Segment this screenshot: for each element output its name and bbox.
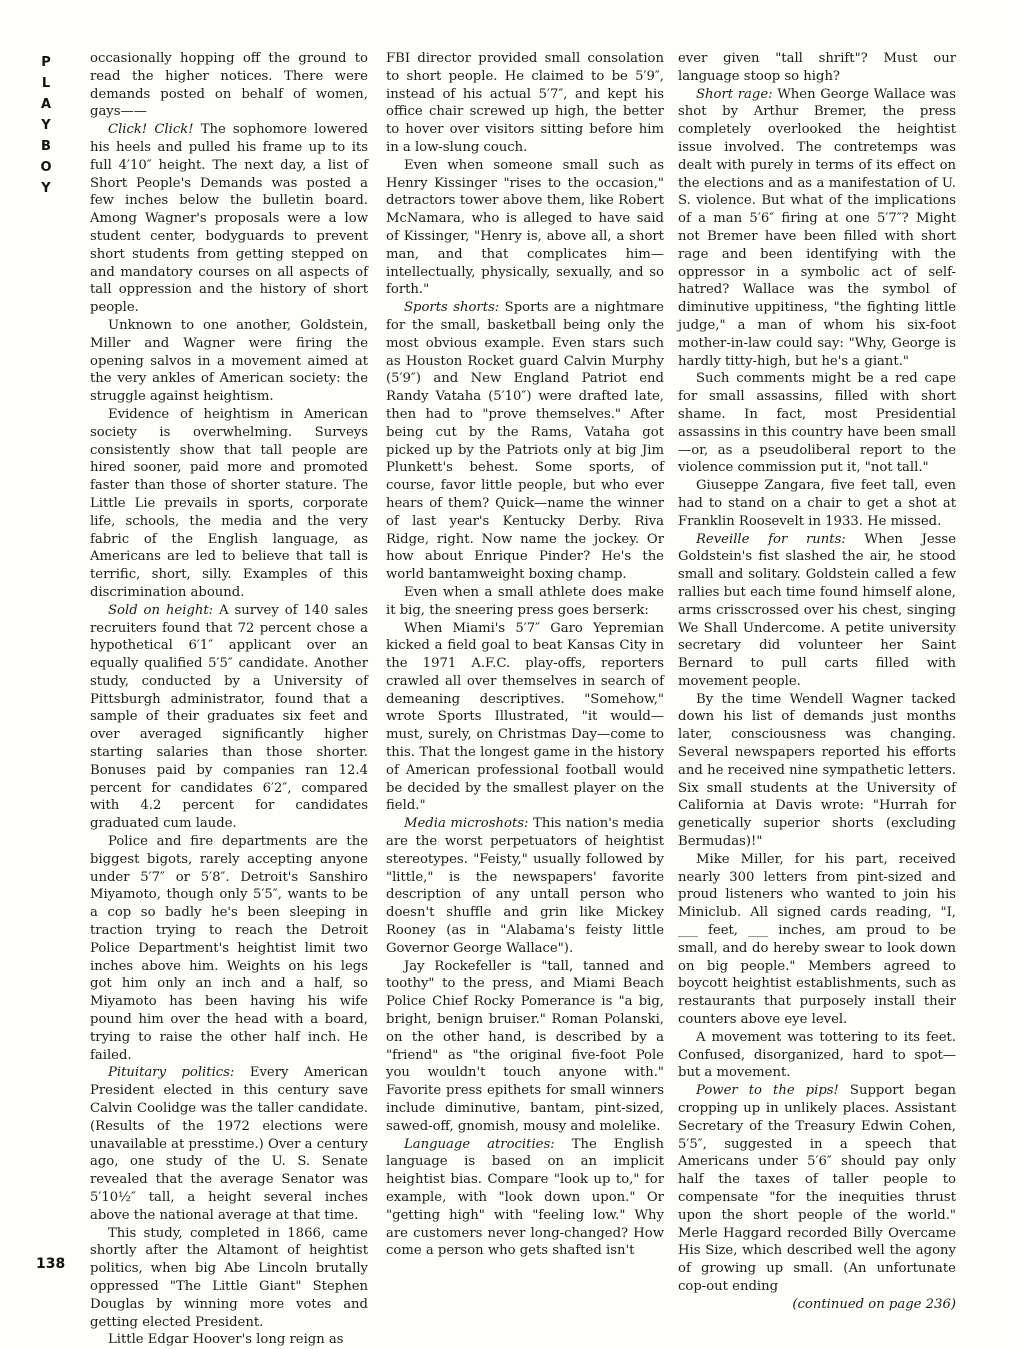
article-paragraph bbox=[90, 121, 368, 317]
article-paragraph bbox=[678, 851, 956, 1029]
paragraph-text: When Jesse Goldstein's fist slashed the air, he stood small and solitary. Goldstein called a few rallies but each time found himself alone, arms crisscrossed over his chest, singing We Shall Undercome. A petite university secretary did volunteer her Saint Bernard to pull carts filled with movement people. bbox=[678, 531, 956, 689]
article-column-3 bbox=[678, 50, 956, 1314]
paragraph-text: Unknown to one another, Goldstein, Miller and Wagner were firing the opening salvos in a movement aimed at the very ankles of American society: the struggle against heightism. bbox=[90, 317, 368, 405]
paragraph-text: Little Edgar Hoover's long reign as bbox=[108, 1332, 344, 1348]
masthead-letter: B bbox=[41, 139, 51, 154]
paragraph-text: Mike Miller, for his part, received nearly 300 letters from pint-sized and proud listeners who wanted to join his Miniclub. All signed cards reading, "I, ___ feet, ___ inches, am proud to be small, and do hereby swear to look down on big people." Members agreed to boycott heightist establishments, such as restaurants that purposely install their counters above eye level. bbox=[678, 851, 956, 1028]
article-paragraph bbox=[386, 50, 664, 157]
paragraph-text: Sports are a nightmare for the small, basketball being only the most obvious example. Even stars such as Houston Rocket guard Calvin Murphy (5′9″) and New England Patriot end Randy Vataha (5′10″) were drafted late, then had to "prove themselves." After being cut by the Rams, Vataha got picked up by the Patriots only at big Jim Plunkett's behest. Some sports, of course, favor little people, but who ever hears of them? Quick—name the winner of last year's Kentucky Derby. Riva Ridge, right. Now name the jockey. Or how about Enrique Pinder? He's the world bantamweight boxing champ. bbox=[386, 300, 664, 583]
article-paragraph bbox=[678, 370, 956, 477]
paragraph-text: Such comments might be a red cape for small assassins, filled with short shame. In fact, most Presidential assassins in this country have been small—or, as a pseudoliberal report to the violence commission put it, "not tall." bbox=[678, 371, 956, 476]
continued-notice: (continued on page 236) bbox=[792, 1296, 956, 1312]
article-paragraph bbox=[678, 531, 956, 691]
subhead: Click! Click! bbox=[108, 122, 194, 138]
paragraph-text: ever given "tall shrift"? Must our language stoop so high? bbox=[678, 51, 956, 84]
subhead: Reveille for runts: bbox=[696, 531, 846, 547]
subhead: Language atrocities: bbox=[404, 1136, 555, 1152]
masthead-letter: Y bbox=[41, 118, 51, 133]
paragraph-text: FBI director provided small consolation to short people. He claimed to be 5′9″, instead of his actual 5′7″, and kept his office chair screwed up high, the better to hover over visitors sitting before him in a low-slung couch. bbox=[386, 51, 664, 155]
subhead: Media microshots: bbox=[404, 816, 529, 832]
paragraph-text: This nation's media are the worst perpetuators of heightist stereotypes. "Feisty," usually followed by "little," is the newspapers' favorite description of any untall person who doesn't shuffle and grin like Mickey Rooney (as in "Alabama's feisty little Governor George Wallace"). bbox=[386, 816, 664, 956]
subhead: Power to the pips! bbox=[696, 1083, 839, 1099]
article-paragraph bbox=[386, 958, 664, 1136]
article-paragraph bbox=[386, 299, 664, 584]
article-paragraph bbox=[90, 1331, 368, 1349]
masthead-letter: O bbox=[40, 160, 52, 175]
masthead-letter: P bbox=[41, 55, 51, 70]
page-number: 138 bbox=[36, 1256, 66, 1272]
article-paragraph bbox=[90, 833, 368, 1064]
paragraph-text: Evidence of heightism in American society is overwhelming. Surveys consistently show that tall people are hired sooner, paid more and promoted faster than those of shorter stature. The Little Lie prevails in sports, corporate life, schools, the media and the very fabric of the English language, as Americans are led to believe that tall is terrific, short, silly. Examples of this discrimination abound. bbox=[90, 406, 368, 600]
paragraph-text: Jay Rockefeller is "tall, tanned and toothy" to the press, and Miami Beach Police Chief Rocky Pomerance is "a big, bright, benign bruiser." Roman Polanski, on the other hand, is described by a "friend" as "the original five-foot Pole you wouldn't touch anyone with." Favorite press epithets for small winners include diminutive, bantam, pint-sized, sawed-off, gnomish, mousy and molelike. bbox=[386, 958, 664, 1134]
article-paragraph bbox=[90, 1225, 368, 1332]
masthead-letter: Y bbox=[41, 181, 51, 196]
article-paragraph bbox=[386, 815, 664, 957]
masthead-letter: L bbox=[41, 76, 51, 91]
paragraph-text: A survey of 140 sales recruiters found that 72 percent chose a hypothetical 6′1″ applicant over an equally qualified 5′5″ candidate. Another study, conducted by a University of Pittsburgh administrator, found that a sample of their graduates six feet and over averaged significantly higher starting salaries than those shorter. Bonuses paid by companies ran 12.4 percent for candidates 6′2″, compared with 4.2 percent for candidates graduated cum laude. bbox=[90, 602, 368, 832]
article-paragraph bbox=[678, 1029, 956, 1082]
article-paragraph bbox=[386, 1136, 664, 1261]
article-paragraph bbox=[678, 1082, 956, 1296]
paragraph-text: A movement was tottering to its feet. Confused, disorganized, hard to spot—but a movement. bbox=[678, 1029, 956, 1081]
paragraph-text: Police and fire departments are the biggest bigots, rarely accepting anyone under 5′7″ or 5′8″. Detroit's Sanshiro Miyamoto, though only 5′5″, wants to be a cop so badly he's been sleeping in traction trying to reach the Detroit Police Department's heightist limit two inches above him. Weights on his legs got him only an inch and a half, so Miyamoto has been having his wife pound him over the head with a board, trying to raise the other half inch. He failed. bbox=[90, 834, 368, 1063]
paragraph-text: By the time Wendell Wagner tacked down his list of demands just months later, consciousness was changing. Several newspapers reported his efforts and he received nine sympathetic letters. Six small students at the University of California at Davis wrote: "Hurrah for genetically superior shorts (excluding Bermudas)!" bbox=[678, 691, 956, 850]
article-paragraph bbox=[90, 406, 368, 602]
article-paragraph bbox=[678, 86, 956, 371]
paragraph-text: The sophomore lowered his heels and pulled his frame up to its full 4′10″ height. The next day, a list of Short People's Demands was posted a few inches below the bulletin board. Among Wagner's proposals were a low student center, bodyguards to prevent short students from getting stepped on and mandatory courses on all aspects of tall oppression and the history of short people. bbox=[90, 122, 368, 316]
subhead: Pituitary politics: bbox=[108, 1065, 235, 1081]
paragraph-text: When Miami's 5′7″ Garo Yepremian kicked a field goal to beat Kansas City in the 1971 A.F.C. play-offs, reporters crawled all over themselves in search of demeaning descriptives. "Somehow," wrote Sports Illustrated, "it would—must, surely, on Christmas Day—come to this. That the longest game in the history of American professional football would be decided by the smallest player on the field." bbox=[386, 620, 664, 814]
masthead-letter: A bbox=[40, 97, 52, 112]
paragraph-text: This study, completed in 1866, came shortly after the Altamont of heightist politics, when big Abe Lincoln brutally oppressed "The Little Giant" Stephen Douglas by winning more votes and getting elected President. bbox=[90, 1225, 368, 1330]
article-paragraph bbox=[386, 620, 664, 816]
paragraph-text: Even when a small athlete does make it big, the sneering press goes berserk: bbox=[386, 584, 664, 618]
subhead: Sports shorts: bbox=[404, 300, 500, 316]
paragraph-text: The English language is based on an implicit heightist bias. Compare "look up to," for example, with "look down upon." Or "getting high" with "feeling low." Why are customers never long-changed? How come a person who gets shafted isn't bbox=[386, 1136, 665, 1259]
article-paragraph bbox=[90, 1064, 368, 1224]
article-column-2 bbox=[386, 50, 664, 1260]
article-paragraph bbox=[386, 584, 664, 620]
paragraph-text: Support began cropping up in unlikely places. Assistant Secretary of the Treasury Edwin Cohen, 5′5″, suggested in a speech that Americans under 5′6″ should pay only half the taxes of taller people to compensate "for the inequities thrust upon the short people of the world." Merle Haggard recorded Billy Overcame His Size, which described well the agony of growing up small. (An unfortunate cop-out ending bbox=[678, 1083, 956, 1294]
article-paragraph bbox=[90, 317, 368, 406]
paragraph-text: Even when someone small such as Henry Kissinger "rises to the occasion," detractors tower above them, like Robert McNamara, who is alleged to have said of Kissinger, "Henry is, above all, a short man, and that complicates him—intellectually, physically, sexually, and so forth." bbox=[386, 157, 664, 298]
article-paragraph bbox=[386, 157, 664, 299]
paragraph-text: Every American President elected in this century save Calvin Coolidge was the taller candidate. (Results of the 1972 elections were unavailable at presstime.) Over a century ago, one study of the U. S. Senate revealed that the average Senator was 5′10½″ tall, a height several inches above the national average at that time. bbox=[90, 1065, 368, 1223]
magazine-masthead bbox=[36, 52, 56, 199]
paragraph-text: occasionally hopping off the ground to read the higher notices. There were demands posted on behalf of women, gays—— bbox=[90, 51, 368, 120]
paragraph-text: When George Wallace was shot by Arthur Bremer, the press completely overlooked the heightist issue involved. The contretemps was dealt with purely in terms of its effect on the elections and as a manifestation of U. S. violence. But what of the implications of a man 5′6″ firing at one 5′7″? Might not Bremer have been filled with short rage and been identifying with the oppressor in a symbolic act of self-hatred? Wallace was the symbol of diminutive uppitiness, "the fighting little judge," a man of whom his six-foot mother-in-law could say: "Why, George is hardly titty-high, but he's a giant." bbox=[678, 86, 956, 369]
article-paragraph bbox=[678, 50, 956, 86]
article-paragraph bbox=[678, 691, 956, 851]
subhead: Sold on height: bbox=[108, 602, 214, 618]
article-paragraph bbox=[90, 50, 368, 121]
article-paragraph bbox=[90, 602, 368, 833]
article-column-1 bbox=[90, 50, 368, 1349]
paragraph-text: Giuseppe Zangara, five feet tall, even had to stand on a chair to get a shot at Franklin Roosevelt in 1933. He missed. bbox=[678, 478, 956, 529]
article-paragraph bbox=[678, 477, 956, 530]
subhead: Short rage: bbox=[696, 86, 773, 102]
